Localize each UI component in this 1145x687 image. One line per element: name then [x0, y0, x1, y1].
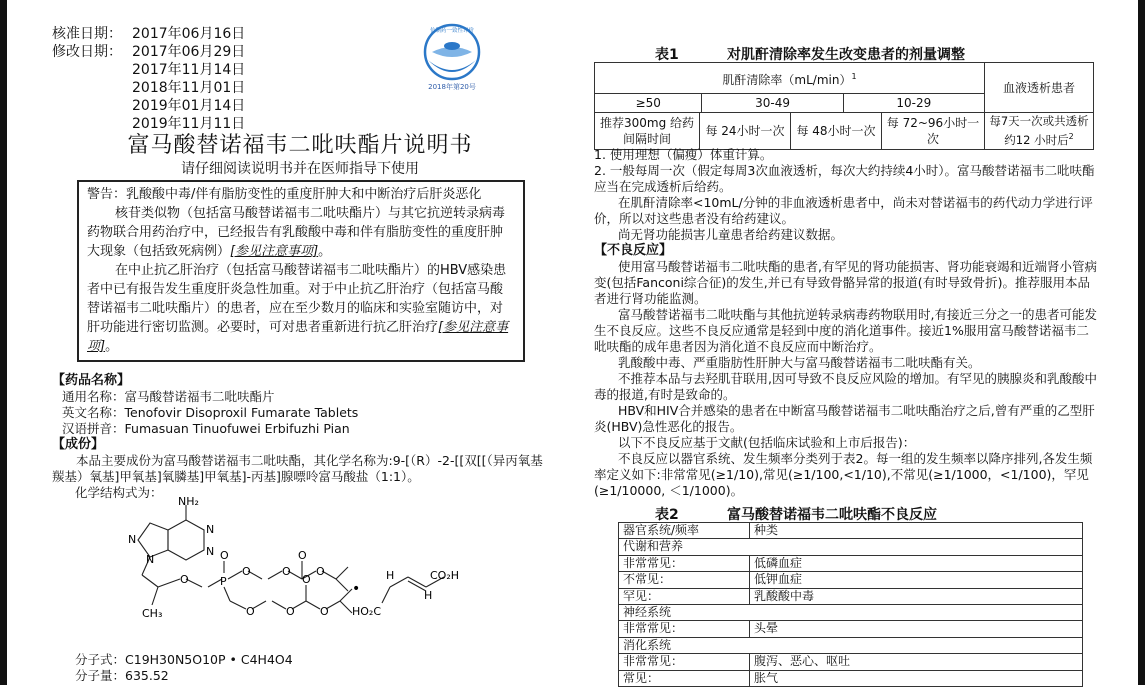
composition-text: 本品主要成份为富马酸替诺福韦二吡呋酯，其化学名称为:9-[（R）-2-[[双[[（异丙氧基羰基）氧基]甲氧基]氧膦基]甲氧基]-丙基]腺嘌呤富马酸盐（1:1）。 — [52, 453, 543, 484]
revision-date: 2017年11月14日 — [132, 62, 246, 78]
warning-box — [77, 180, 525, 362]
structure-h-label: H — [424, 589, 433, 602]
structure-o-label: O — [302, 573, 311, 586]
note-1: 1. 使用理想（偏瘦）体重计算。 — [594, 147, 773, 162]
adverse-heading: 【不良反应】 — [594, 243, 673, 258]
structure-ch3-label: CH₃ — [142, 607, 163, 620]
molecular-weight-row: 分子量：635.52 — [75, 668, 169, 683]
structure-h-label: H — [386, 569, 395, 582]
table-row: 非常常见： 头晕 — [619, 621, 1083, 637]
warning-paragraph-1: 核苷类似物（包括富马酸替诺福韦二吡呋酯片）与其它抗逆转录病毒药物联合用药治疗中，已经报告有乳酸酸中毒和伴有脂肪变性的重度肝肿大现象（包括致死病例）[参见注意事项]。 — [87, 206, 506, 259]
structure-o-label: O — [298, 549, 307, 562]
document-title: 富马酸替诺福韦二吡呋酯片说明书 — [127, 133, 473, 158]
revision-date: 2017年06月29日 — [132, 44, 246, 60]
logo-caption: 2018年第20号 — [428, 83, 476, 91]
structure-p-label: P — [220, 575, 227, 588]
warning-heading: 警告：乳酸酸中毒/伴有脂肪变性的重度肝肿大和中断治疗后肝炎恶化 — [87, 187, 482, 202]
table1-row-label: 推荐300mg 给药间隔时间 — [595, 113, 700, 149]
adverse-paragraph: 乳酸酸中毒、严重脂肪性肝肿大与富马酸替诺福韦二吡呋酯有关。 — [618, 355, 981, 370]
right-edge-bar — [1138, 0, 1145, 685]
table1-hd-cell: 每7天一次或共透析约12 小时后$^2$ — [985, 113, 1094, 150]
dose-adjustment-table — [594, 62, 1094, 150]
revision-date: 2019年11月11日 — [132, 116, 246, 132]
table-row: 不常见： 低钾血症 — [619, 572, 1083, 588]
chemical-structure-diagram — [90, 495, 550, 645]
dates-block — [52, 25, 245, 133]
adverse-paragraph: 不推荐本品与去羟肌苷联用,因可导致不良反应风险的增加。有罕见的胰腺炎和乳酸酸中毒的报道,有时是致命的。 — [594, 371, 1097, 402]
structure-ho2c-label: HO₂C — [352, 605, 382, 618]
table1-notes — [594, 147, 1099, 499]
structure-o-label: O — [220, 549, 229, 562]
adverse-reactions-table — [618, 522, 1083, 687]
table-row: 非常常见： 腹泻、恶心、呕吐 — [619, 654, 1083, 670]
structure-o-label: O — [316, 565, 325, 578]
table1-subheader: ≥50 — [595, 94, 702, 113]
left-edge-bar — [0, 0, 7, 685]
table-row: 器官系统/频率 种类 — [619, 523, 1083, 539]
note-3: 在肌酐清除率<10mL/分钟的非血液透析患者中，尚未对替诺福韦的药代动力学进行评价，所以对这些患者没有给药建议。 — [594, 195, 1093, 226]
structure-n-label: N — [128, 533, 137, 546]
structure-n-label: N — [146, 553, 155, 566]
adverse-paragraph: 使用富马酸替诺福韦二吡呋酯的患者,有罕见的肾功能损害、肾功能衰竭和近端肾小管病变(包括Fanconi综合征)的发生,并已有导致骨骼异常的报道(有时导致骨折)。推荐服用本品者进行肾功能监测。 — [594, 259, 1097, 306]
note-2: 2. 一般每周一次（假定每周3次血液透析，每次大约持续4小时）。富马酸替诺福韦二吡呋酯应当在完成透析后给药。 — [594, 163, 1095, 194]
formula-block — [75, 652, 293, 684]
document-subtitle: 请仔细阅读说明书并在医师指导下使用 — [181, 161, 419, 177]
table1-cell: 每 72~96小时一次 — [886, 116, 980, 146]
structure-n-label: N — [206, 545, 215, 558]
molecular-formula: C19H30N5O10P • C4H4O4 — [125, 652, 293, 667]
drug-name-section — [52, 373, 358, 453]
structure-o-label: O — [242, 565, 251, 578]
revision-date: 2019年01月14日 — [132, 98, 246, 114]
table2-caption: 表2 富马酸替诺福韦二吡呋酯不良反应 — [655, 507, 937, 523]
approval-date: 2017年06月16日 — [132, 26, 246, 42]
adverse-paragraph: 不良反应以器官系统、发生频率分类列于表2。每一组的发生频率以降序排列,各发生频率定义如下:非常常见(≥1/10),常见(≥1/100,<1/10),不常见(≥1/1000，<1/100)，罕见(≥1/10000, ＜1/1000)。 — [594, 451, 1093, 498]
adverse-paragraph: HBV和HIV合并感染的患者在中断富马酸替诺福韦二吡呋酯治疗之后,曾有严重的乙型肝炎(HBV)急性恶化的报告。 — [594, 403, 1095, 434]
structure-nh2-label: NH₂ — [178, 495, 199, 508]
salt-dot: • — [352, 581, 361, 597]
structure-o-label: O — [286, 605, 295, 618]
structure-o-label: O — [180, 573, 189, 586]
table-row: 常见： 胀气 — [619, 670, 1083, 686]
english-name-row: 英文名称：Tenofovir Disoproxil Fumarate Tablets — [62, 405, 359, 420]
table1-header-hd: 血液透析患者 — [985, 63, 1094, 113]
structure-n-label: N — [206, 523, 215, 536]
molecular-weight: 635.52 — [125, 668, 169, 683]
table1-cell: 每 48小时一次 — [791, 113, 882, 149]
approval-date-label: 核准日期： — [52, 26, 122, 42]
table1-cell: 每 24小时一次 — [700, 113, 791, 149]
revision-date: 2018年11月01日 — [132, 80, 246, 96]
table-row: 代谢和营养 — [619, 539, 1083, 555]
revision-date-label: 修改日期： — [52, 44, 122, 60]
table-row: 消化系统 — [619, 637, 1083, 653]
generic-name-row: 通用名称：富马酸替诺福韦二吡呋酯片 — [62, 389, 275, 404]
drug-name-heading: 【药品名称】 — [52, 373, 131, 388]
table-row: 罕见： 乳酸酸中毒 — [619, 588, 1083, 604]
pinyin-name-row: 汉语拼音：Fumasuan Tinuofuwei Erbifuzhi Pian — [62, 421, 350, 436]
table1-subheader: 30-49 — [702, 94, 843, 113]
structure-label: 化学结构式为： — [75, 485, 163, 500]
logo-text: 仿制药一致性评价 — [429, 28, 475, 34]
table1-header-crcl: 肌酐清除率$(mL/\min)^1$ — [595, 63, 985, 94]
table-row: 神经系统 — [619, 605, 1083, 621]
structure-co2h-label: CO₂H — [430, 569, 460, 582]
structure-o-label: O — [320, 605, 329, 618]
composition-heading: 【成份】 — [52, 437, 105, 452]
structure-o-label: O — [246, 605, 255, 618]
table1-data-row — [595, 113, 985, 150]
warning-ref-link: [参见注意事项] — [230, 244, 319, 259]
table1-caption: 表1 对肌酐清除率发生改变患者的剂量调整 — [655, 47, 965, 63]
molecular-formula-row: 分子式：C19H30N5O10P • C4H4O4 — [75, 652, 293, 667]
adverse-paragraph: 以下不良反应基于文献(包括临床试验和上市后报告)： — [618, 435, 916, 450]
note-4: 尚无肾功能损害儿童患者给药建议数据。 — [618, 227, 844, 242]
warning-paragraph-2: 在中止抗乙肝治疗（包括富马酸替诺福韦二吡呋酯片）的HBV感染患者中已有报告发生重度肝炎急性加重。对于中止抗乙肝治疗（包括富马酸替诺福韦二吡呋酯片）的患者，应在至少数月的临床和实验室随访中，对肝功能进行密切监测。必要时，可对患者重新进行抗乙肝治疗[参见注意事项]。 — [87, 263, 509, 354]
adverse-paragraph: 富马酸替诺福韦二吡呋酯与其他抗逆转录病毒药物联用时,有接近三分之一的患者可能发生不良反应。这些不良反应通常是轻到中度的消化道事件。接近1%服用富马酸替诺福韦二吡呋酯的成年患者因为消化道不良反应而中断治疗。 — [594, 307, 1097, 354]
table1-subheader: 10-29 — [843, 94, 984, 113]
structure-o-label: O — [282, 565, 291, 578]
warning-ref-link: [参见注意事项] — [87, 320, 509, 354]
table-row: 非常常见： 低磷血症 — [619, 555, 1083, 571]
